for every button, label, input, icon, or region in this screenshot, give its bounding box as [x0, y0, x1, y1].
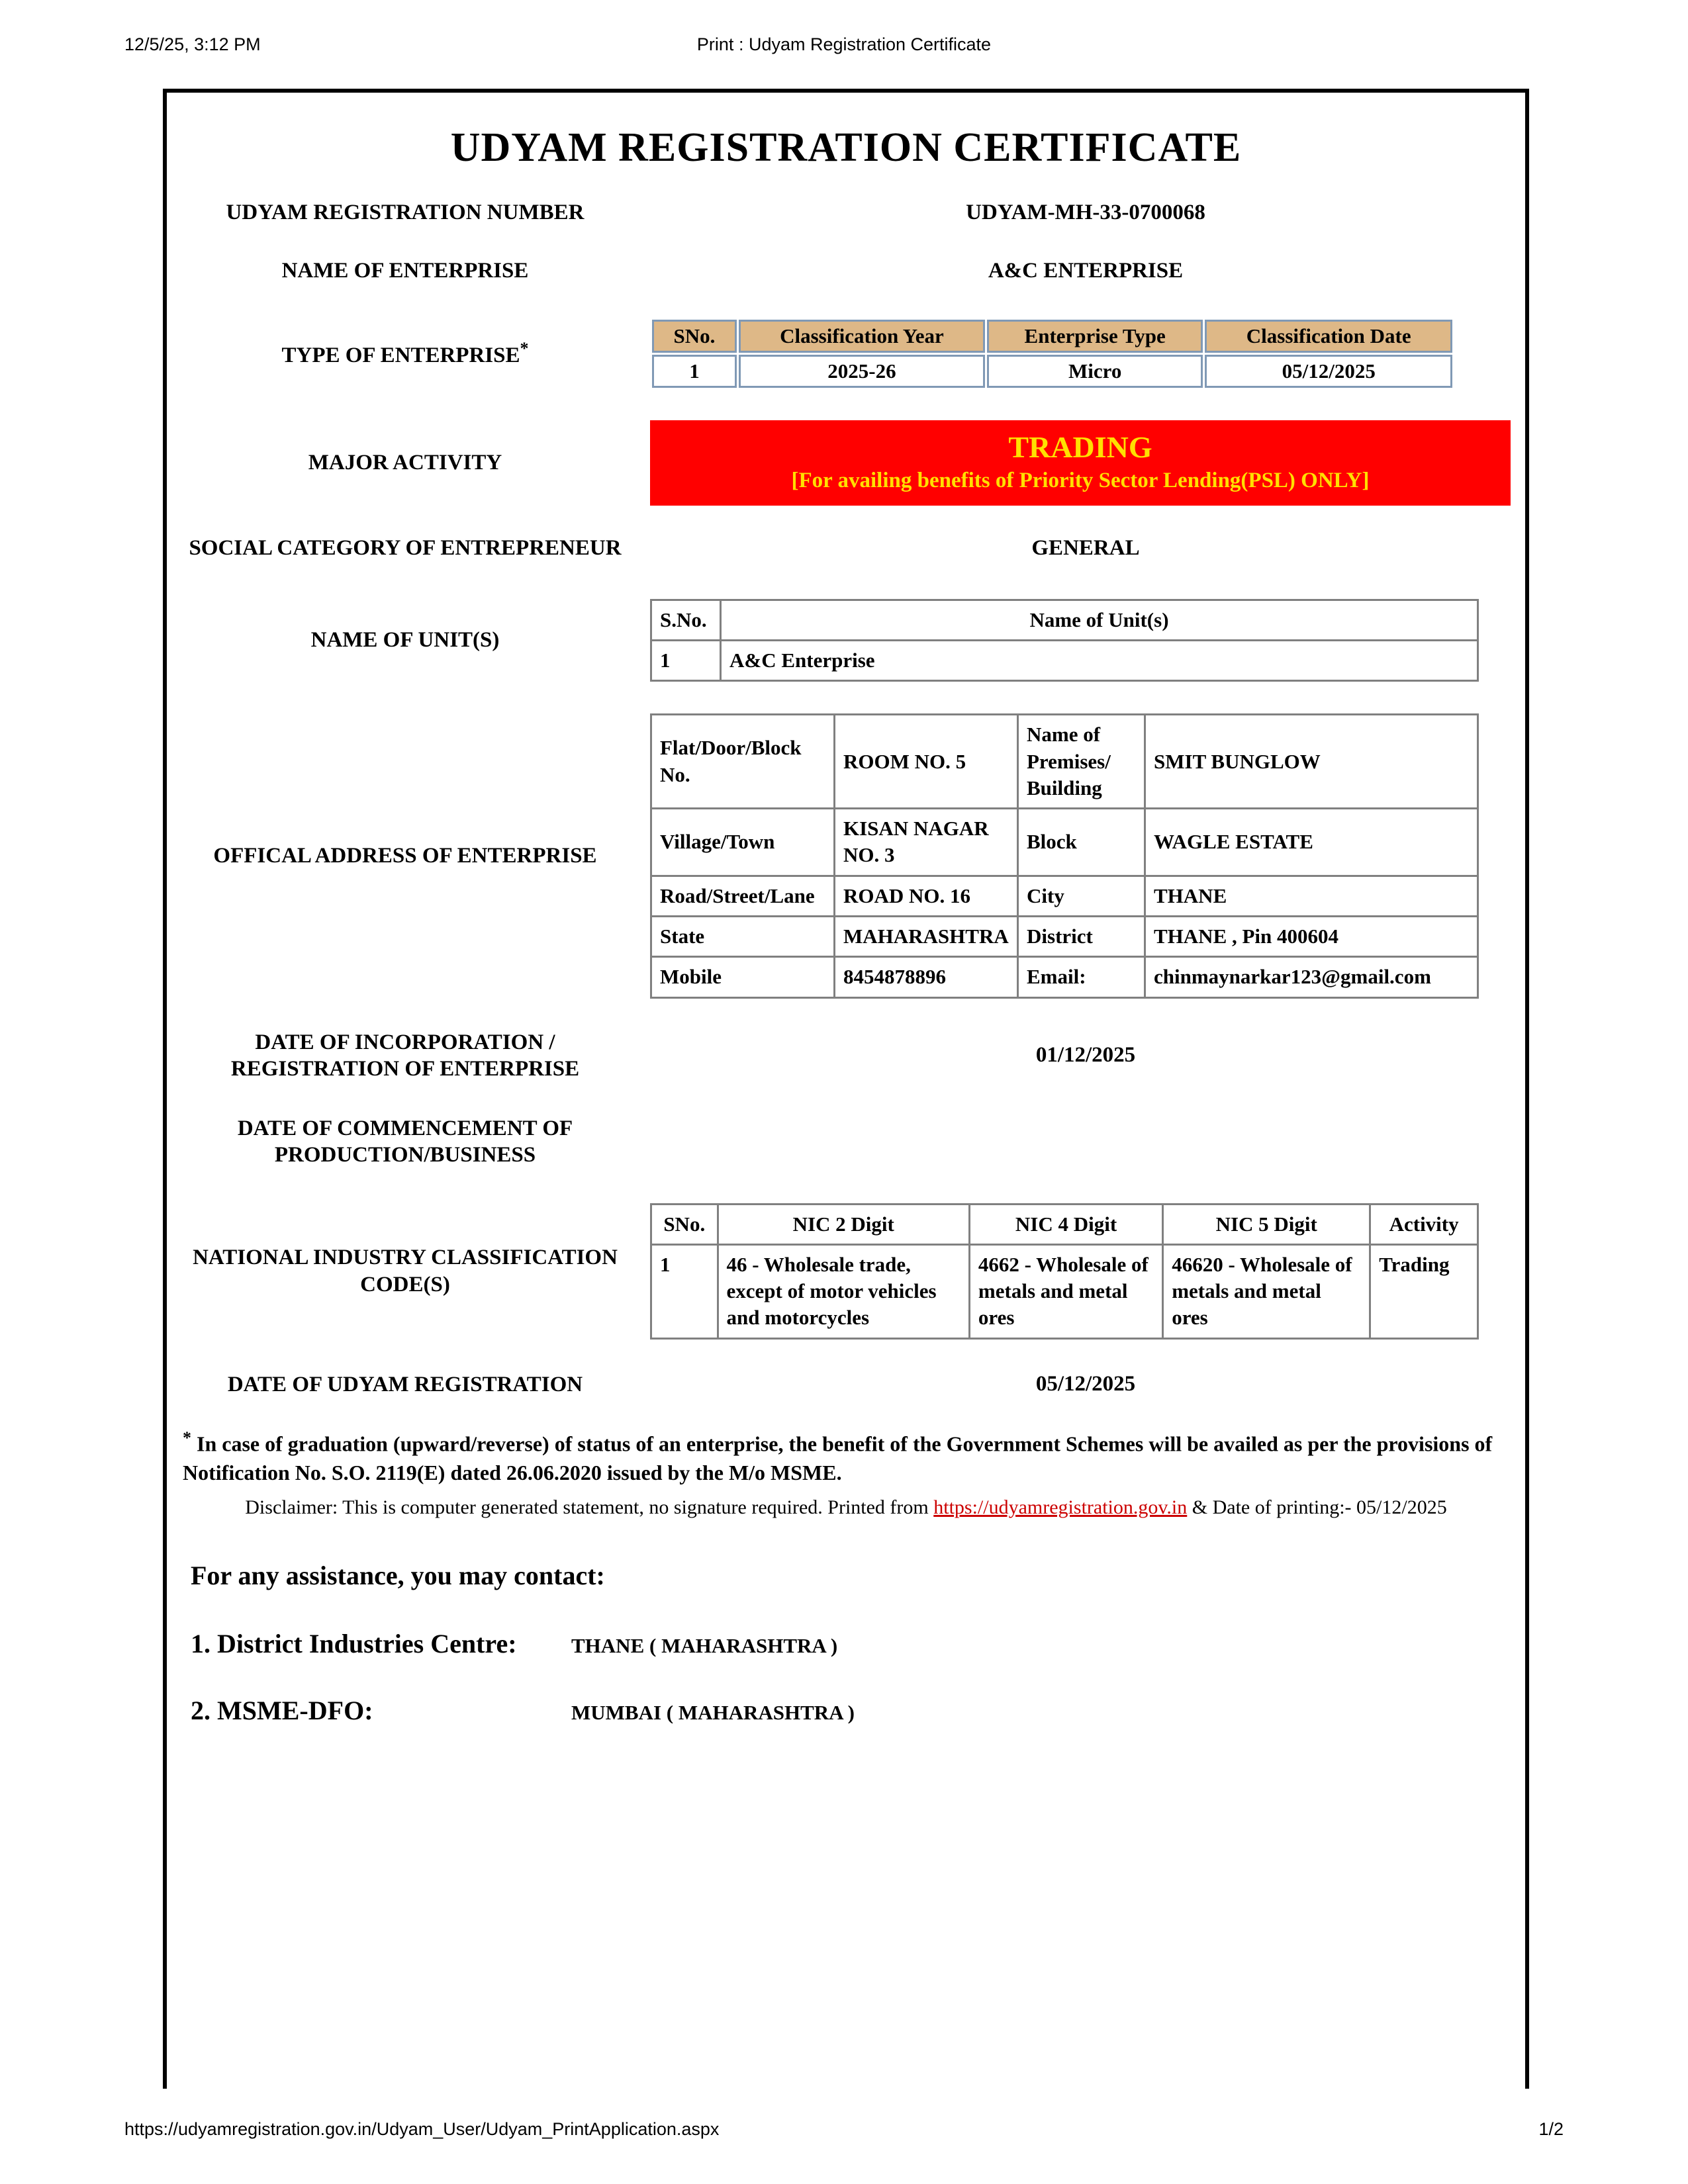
- table-header-row: [652, 320, 1452, 353]
- table-row: [651, 957, 1478, 997]
- print-timestamp: 12/5/25, 3:12 PM: [124, 34, 261, 54]
- value-registration-number: UDYAM-MH-33-0700068: [966, 200, 1205, 224]
- col-nic-activity: Activity: [1370, 1204, 1478, 1244]
- table-row: [651, 715, 1478, 809]
- row-nic-codes: [167, 1203, 1525, 1340]
- browser-print-header: [0, 34, 1688, 61]
- assistance-value-msme-dfo: MUMBAI ( MAHARASHTRA ): [571, 1701, 855, 1725]
- cell-classification-year: 2025-26: [739, 355, 985, 388]
- print-source-url: https://udyamregistration.gov.in/Udyam_User/Udyam_PrintApplication.aspx: [124, 2119, 720, 2139]
- major-activity-wrap: [643, 420, 1525, 506]
- col-unit-name: Name of Unit(s): [721, 600, 1478, 640]
- units-table: [650, 599, 1479, 682]
- row-date-of-udyam-registration: [167, 1371, 1525, 1398]
- table-row: [651, 1244, 1478, 1338]
- cell-address-key-city: City: [1018, 876, 1145, 916]
- footnote-star: *: [183, 1428, 191, 1448]
- print-document-title: Print : Udyam Registration Certificate: [696, 34, 992, 54]
- assistance-value-dic: THANE ( MAHARASHTRA ): [571, 1634, 838, 1658]
- page-title: UDYAM REGISTRATION CERTIFICATE: [450, 125, 1242, 170]
- footnote: [167, 1427, 1525, 1486]
- cell-nic-sno: 1: [651, 1244, 718, 1338]
- label-official-address: OFFICAL ADDRESS OF ENTERPRISE: [213, 844, 597, 868]
- label-name-of-units: NAME OF UNIT(S): [310, 628, 500, 653]
- row-official-address: [167, 713, 1525, 998]
- col-enterprise-type: Enterprise Type: [987, 320, 1203, 353]
- cell-address-key-premises: Name of Premises/ Building: [1018, 715, 1145, 809]
- cell-address-value-mobile: 8454878896: [835, 957, 1018, 997]
- cell-enterprise-type: Micro: [987, 355, 1203, 388]
- disclaimer-before-link: Disclaimer: This is computer generated statement, no signature required. Printed from: [245, 1496, 934, 1519]
- assistance-key-msme-dfo: 2. MSME-DFO:: [191, 1696, 373, 1726]
- row-major-activity: [167, 420, 1525, 506]
- assistance-item-msme-dfo: [167, 1695, 1525, 1726]
- cell-sno: 1: [652, 355, 737, 388]
- label-registration-number: UDYAM REGISTRATION NUMBER: [226, 201, 585, 224]
- col-nic-2-digit: NIC 2 Digit: [718, 1204, 969, 1244]
- table-row: [651, 640, 1478, 680]
- cell-unit-sno: 1: [651, 640, 721, 680]
- row-date-of-incorporation: [167, 1029, 1525, 1083]
- table-header-row: [651, 1204, 1478, 1244]
- cell-address-key-email: Email:: [1018, 957, 1145, 997]
- units-table-wrap: [643, 599, 1525, 682]
- cell-classification-date: 05/12/2025: [1205, 355, 1452, 388]
- value-name-of-enterprise: A&C ENTERPRISE: [988, 258, 1184, 283]
- label-type-of-enterprise: [167, 338, 643, 369]
- col-nic-sno: SNo.: [651, 1204, 718, 1244]
- cell-address-value-block: WAGLE ESTATE: [1145, 809, 1478, 876]
- disclaimer: [167, 1494, 1525, 1522]
- row-registration-number: [167, 199, 1525, 226]
- label-name-of-enterprise: NAME OF ENTERPRISE: [281, 259, 529, 283]
- col-nic-4-digit: NIC 4 Digit: [969, 1204, 1162, 1244]
- cell-address-key-flat: Flat/Door/Block No.: [651, 715, 835, 809]
- major-activity-main: TRADING: [1008, 430, 1152, 464]
- cell-address-value-district: THANE , Pin 400604: [1145, 916, 1478, 956]
- major-activity-banner: [650, 420, 1511, 506]
- cell-address-key-mobile: Mobile: [651, 957, 835, 997]
- assistance-title: For any assistance, you may contact:: [191, 1561, 605, 1591]
- col-classification-date: Classification Date: [1205, 320, 1452, 353]
- col-unit-sno: S.No.: [651, 600, 721, 640]
- assistance-key-dic: 1. District Industries Centre:: [191, 1629, 517, 1659]
- browser-print-footer: [0, 2119, 1688, 2146]
- col-classification-year: Classification Year: [739, 320, 985, 353]
- cell-address-value-state: MAHARASHTRA: [835, 916, 1018, 956]
- cell-address-key-district: District: [1018, 916, 1145, 956]
- table-row: [652, 355, 1452, 388]
- label-major-activity: MAJOR ACTIVITY: [308, 451, 502, 475]
- cell-address-value-flat: ROOM NO. 5: [835, 715, 1018, 809]
- cell-nic-2-digit: 46 - Wholesale trade, except of motor vehicles and motorcycles: [718, 1244, 969, 1338]
- cell-address-value-email: chinmaynarkar123@gmail.com: [1145, 957, 1478, 997]
- label-date-of-incorporation: DATE OF INCORPORATION / REGISTRATION OF ENTERPRISE: [230, 1030, 580, 1081]
- row-date-of-commencement: [167, 1115, 1525, 1169]
- row-name-of-units: [167, 599, 1525, 682]
- major-activity-note: [For availing benefits of Priority Sector Lending(PSL) ONLY]: [791, 468, 1370, 492]
- assistance-item-district-industries-centre: [167, 1628, 1525, 1659]
- row-name-of-enterprise: [167, 257, 1525, 284]
- classification-table: [650, 318, 1454, 390]
- cell-unit-name: A&C Enterprise: [721, 640, 1478, 680]
- table-header-row: [651, 600, 1478, 640]
- label-date-of-udyam-registration: DATE OF UDYAM REGISTRATION: [227, 1372, 583, 1396]
- udyam-portal-link[interactable]: https://udyamregistration.gov.in: [933, 1496, 1188, 1519]
- table-row: [651, 809, 1478, 876]
- address-table-wrap: [643, 713, 1525, 998]
- cell-address-key-road: Road/Street/Lane: [651, 876, 835, 916]
- table-row: [651, 916, 1478, 956]
- footnote-text: In case of graduation (upward/reverse) of status of an enterprise, the benefit of the Government Schemes will be availed as per the provisions of Notification No. S.O. 2119(E) dated 26.06.2020 issued by the M/o MSME.: [183, 1432, 1493, 1484]
- value-date-of-udyam-registration: 05/12/2025: [1035, 1372, 1136, 1396]
- cell-address-value-city: THANE: [1145, 876, 1478, 916]
- cell-address-key-village: Village/Town: [651, 809, 835, 876]
- cell-address-value-road: ROAD NO. 16: [835, 876, 1018, 916]
- cell-nic-5-digit: 46620 - Wholesale of metals and metal ores: [1163, 1244, 1370, 1338]
- cell-address-key-block: Block: [1018, 809, 1145, 876]
- footnote-star-marker: *: [520, 338, 529, 358]
- cell-nic-activity: Trading: [1370, 1244, 1478, 1338]
- row-type-of-enterprise: [167, 318, 1525, 390]
- col-nic-5-digit: NIC 5 Digit: [1163, 1204, 1370, 1244]
- col-sno: SNo.: [652, 320, 737, 353]
- nic-table: [650, 1203, 1479, 1340]
- cell-address-value-premises: SMIT BUNGLOW: [1145, 715, 1478, 809]
- nic-table-wrap: [643, 1203, 1525, 1340]
- cell-nic-4-digit: 4662 - Wholesale of metals and metal ores: [969, 1244, 1162, 1338]
- address-table: [650, 713, 1479, 998]
- row-social-category: [167, 535, 1525, 561]
- cell-address-key-state: State: [651, 916, 835, 956]
- value-social-category: GENERAL: [1031, 535, 1140, 560]
- disclaimer-after-link: & Date of printing:- 05/12/2025: [1187, 1496, 1447, 1519]
- cell-address-value-village: KISAN NAGAR NO. 3: [835, 809, 1018, 876]
- label-social-category: SOCIAL CATEGORY OF ENTREPRENEUR: [189, 536, 622, 561]
- print-page-number: 1/2: [1538, 2119, 1564, 2139]
- label-type-of-enterprise-text: TYPE OF ENTERPRISE: [281, 343, 520, 367]
- table-row: [651, 876, 1478, 916]
- certificate-frame: [163, 89, 1529, 2089]
- label-nic-codes: NATIONAL INDUSTRY CLASSIFICATION CODE(S): [193, 1246, 618, 1297]
- classification-table-wrap: [643, 318, 1525, 390]
- label-date-of-commencement: DATE OF COMMENCEMENT OF PRODUCTION/BUSINESS: [237, 1116, 573, 1167]
- value-date-of-incorporation: 01/12/2025: [1035, 1043, 1136, 1068]
